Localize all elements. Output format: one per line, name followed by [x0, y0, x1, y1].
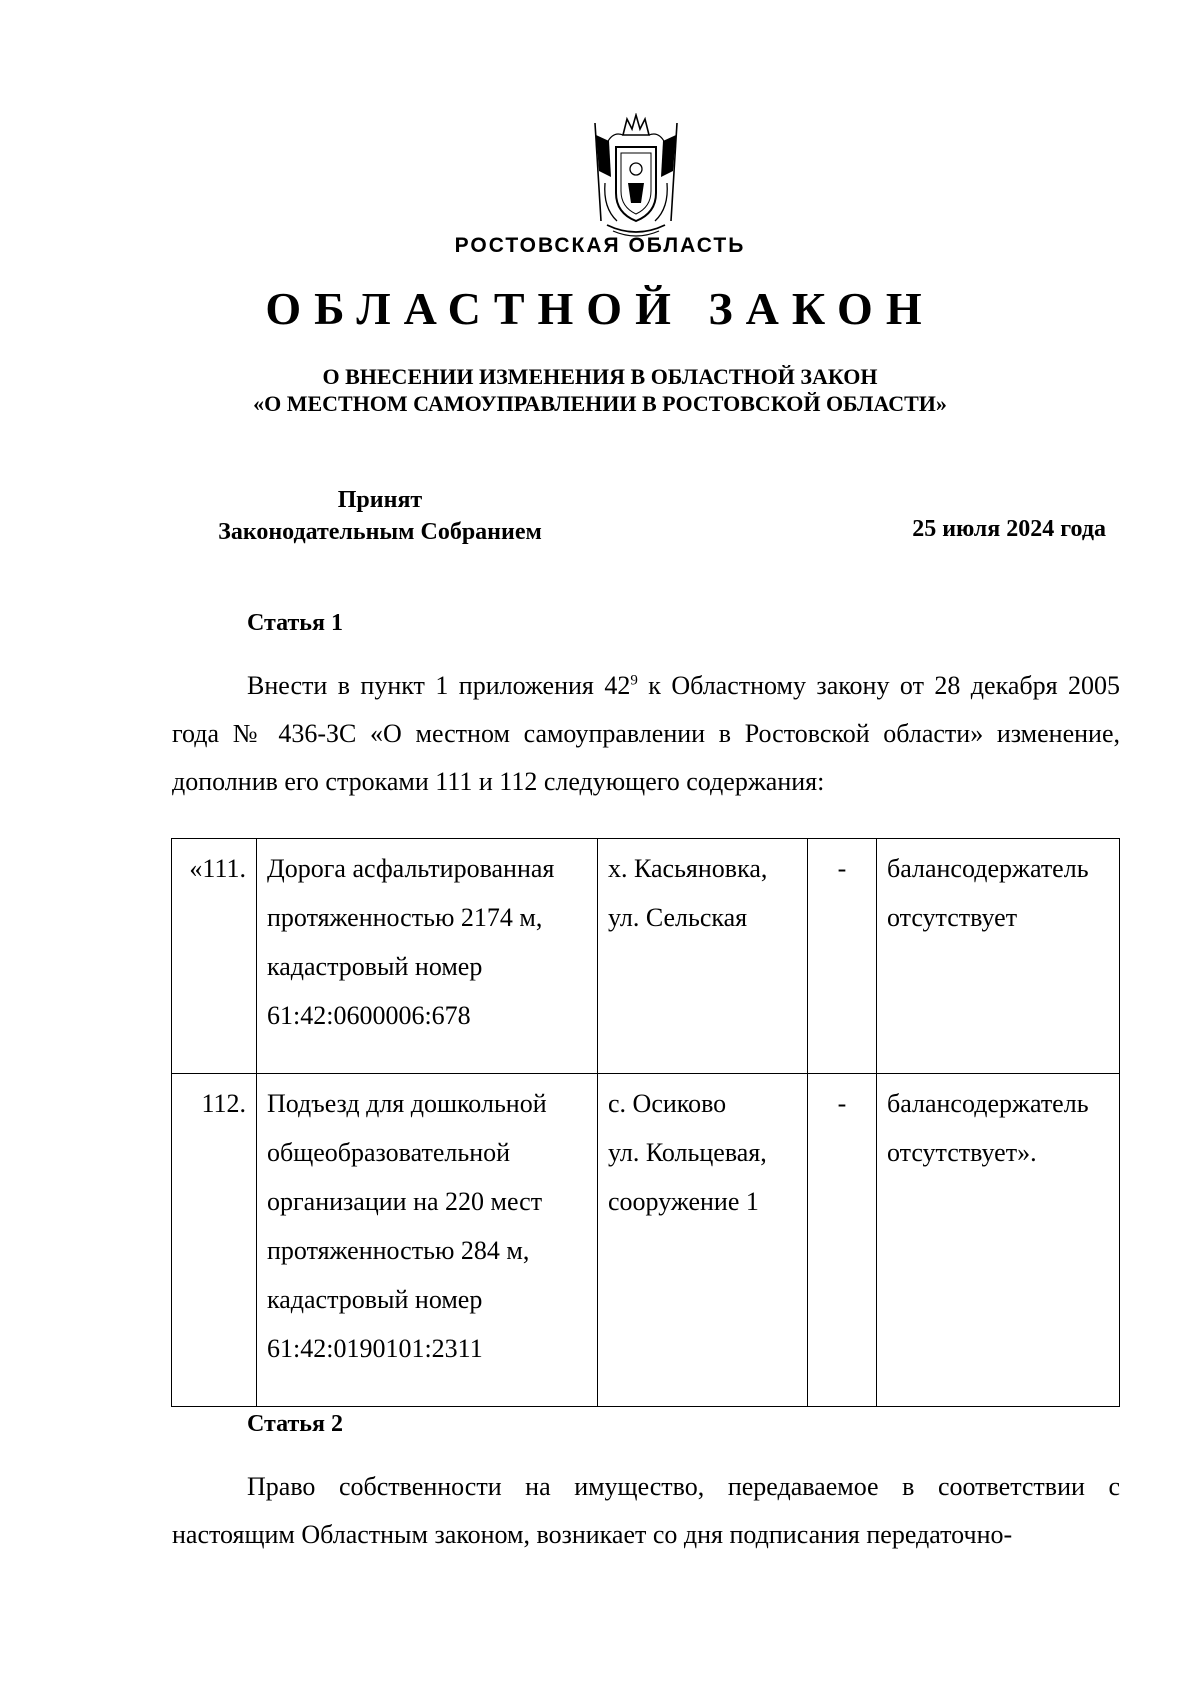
document-type: ОБЛАСТНОЙ ЗАКОН: [265, 283, 935, 334]
address-line: сооружение 1: [608, 1187, 759, 1216]
article-2-heading: Статья 2: [247, 1411, 343, 1437]
address-line: ул. Сельская: [608, 903, 748, 932]
coat-of-arms-icon: [583, 113, 689, 241]
article-1-text: [172, 662, 1120, 806]
title-line-2: «О МЕСТНОМ САМОУПРАВЛЕНИИ В РОСТОВСКОЙ ОБЛАСТИ»: [253, 391, 947, 416]
object-name: Подъезд для дошкольной общеобразовательной организации на 220 мест протяженностью 284 м, кадастровый номер 61:42:0190101:2311: [257, 1074, 598, 1407]
article-2-text: Право собственности на имущество, передаваемое в соответствии с настоящим Областным законом, возникает со дня подписания передаточно-: [172, 1472, 1120, 1549]
object-address: [598, 1074, 808, 1407]
region-name: РОСТОВСКАЯ ОБЛАСТЬ: [454, 234, 746, 257]
empty-cell-dash: -: [808, 1074, 877, 1407]
document-title: [0, 363, 1200, 417]
article-1-superscript: 9: [630, 672, 638, 689]
article-1-heading: Статья 1: [247, 610, 343, 636]
adoption-info: [170, 484, 590, 548]
adopted-label: Принят: [337, 487, 423, 513]
object-name: Дорога асфальтированная протяженностью 2174 м, кадастровый номер 61:42:0600006:678: [257, 839, 598, 1074]
address-line: с. Осиково: [608, 1089, 727, 1118]
object-address: [598, 839, 808, 1074]
adoption-date: 25 июля 2024 года: [912, 516, 1106, 542]
table-row: [172, 839, 1120, 1074]
address-line: х. Касьяновка,: [608, 854, 768, 883]
article-1-text-a: Внести в пункт 1 приложения 42: [247, 671, 631, 700]
address-line: ул. Кольцевая,: [608, 1138, 767, 1167]
amendment-table: [171, 838, 1120, 1407]
title-line-1: О ВНЕСЕНИИ ИЗМЕНЕНИЯ В ОБЛАСТНОЙ ЗАКОН: [322, 364, 878, 389]
table-row: [172, 1074, 1120, 1407]
row-number: 112.: [172, 1074, 257, 1407]
adopted-by: Законодательным Собранием: [218, 519, 542, 545]
balance-holder: балансодержатель отсутствует: [877, 839, 1120, 1074]
empty-cell-dash: -: [808, 839, 877, 1074]
row-number: «111.: [172, 839, 257, 1074]
balance-holder: балансодержатель отсутствует».: [877, 1074, 1120, 1407]
article-1-text-b: к Областному закону от 28 декабря 2005 года № 436-ЗС «О местном самоуправлении в Ростовской области» изменение, дополнив его строками 111 и 112 следующего содержания:: [172, 671, 1120, 796]
